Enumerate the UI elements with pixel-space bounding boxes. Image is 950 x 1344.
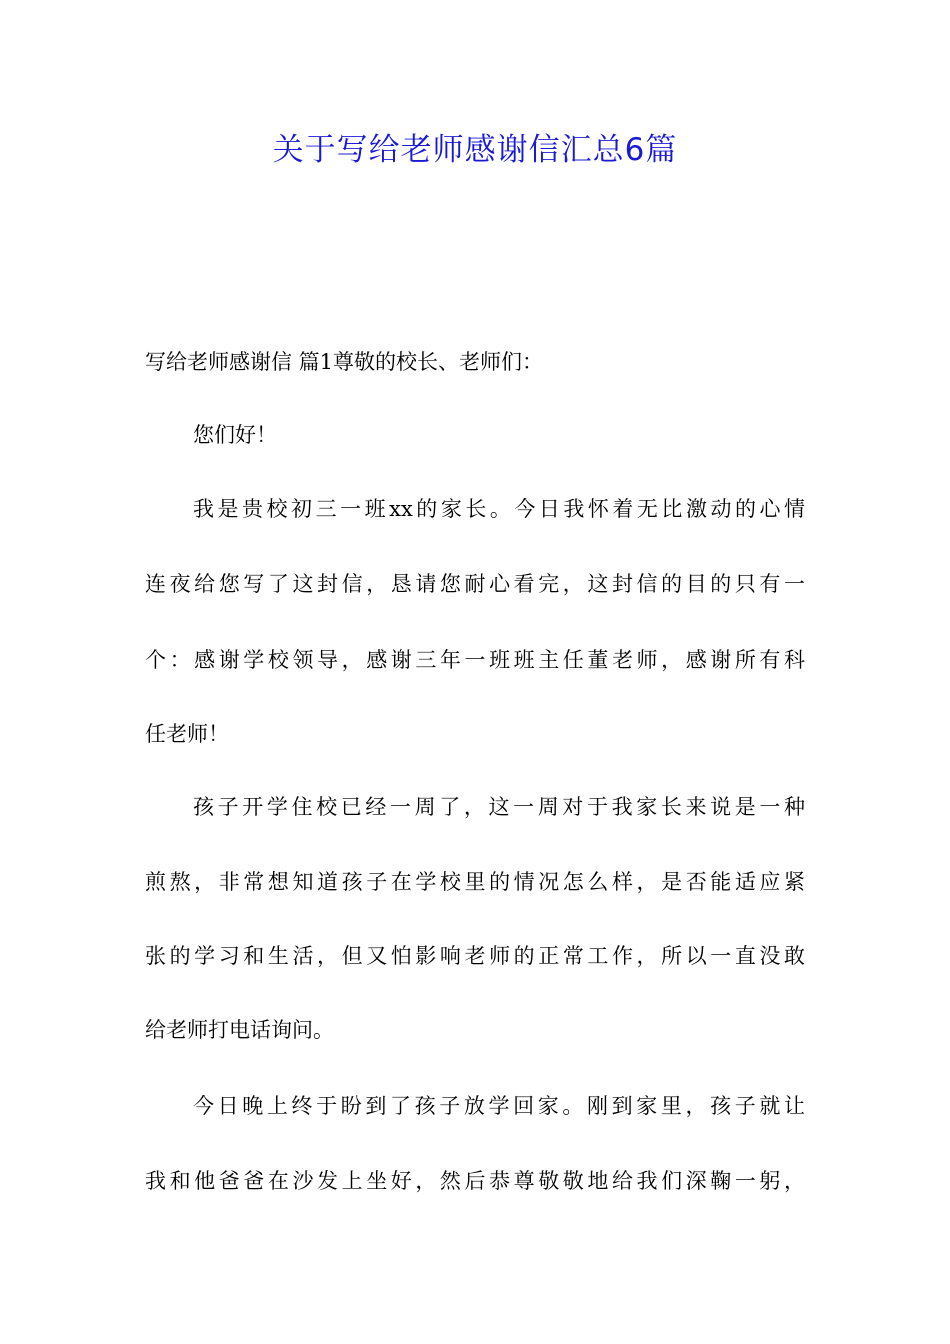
document-title: 关于写给老师感谢信汇总6篇 <box>272 132 678 168</box>
paragraph-line: 我是贵校初三一班xx的家长。今日我怀着无比激动的心情 <box>193 497 805 521</box>
paragraph-line: 我和他爸爸在沙发上坐好，然后恭尊敬敬地给我们深鞠一躬， <box>145 1169 805 1193</box>
paragraph-line: 连夜给您写了这封信，恳请您耐心看完，这封信的目的只有一 <box>145 572 805 596</box>
paragraph-line: 孩子开学住校已经一周了，这一周对于我家长来说是一种 <box>193 795 805 819</box>
paragraph-line: 今日晚上终于盼到了孩子放学回家。刚到家里，孩子就让 <box>193 1094 805 1118</box>
paragraph-line: 任老师！ <box>145 722 229 746</box>
paragraph-line: 写给老师感谢信 篇1尊敬的校长、老师们： <box>145 350 544 374</box>
paragraph-line: 给老师打电话询问。 <box>145 1018 334 1042</box>
paragraph-line: 张的学习和生活，但又怕影响老师的正常工作，所以一直没敢 <box>145 944 805 968</box>
paragraph-line: 煎熬，非常想知道孩子在学校里的情况怎么样，是否能适应紧 <box>145 870 805 894</box>
paragraph-line: 个：感谢学校领导，感谢三年一班班主任董老师，感谢所有科 <box>145 648 805 672</box>
paragraph-line: 您们好！ <box>193 423 277 447</box>
